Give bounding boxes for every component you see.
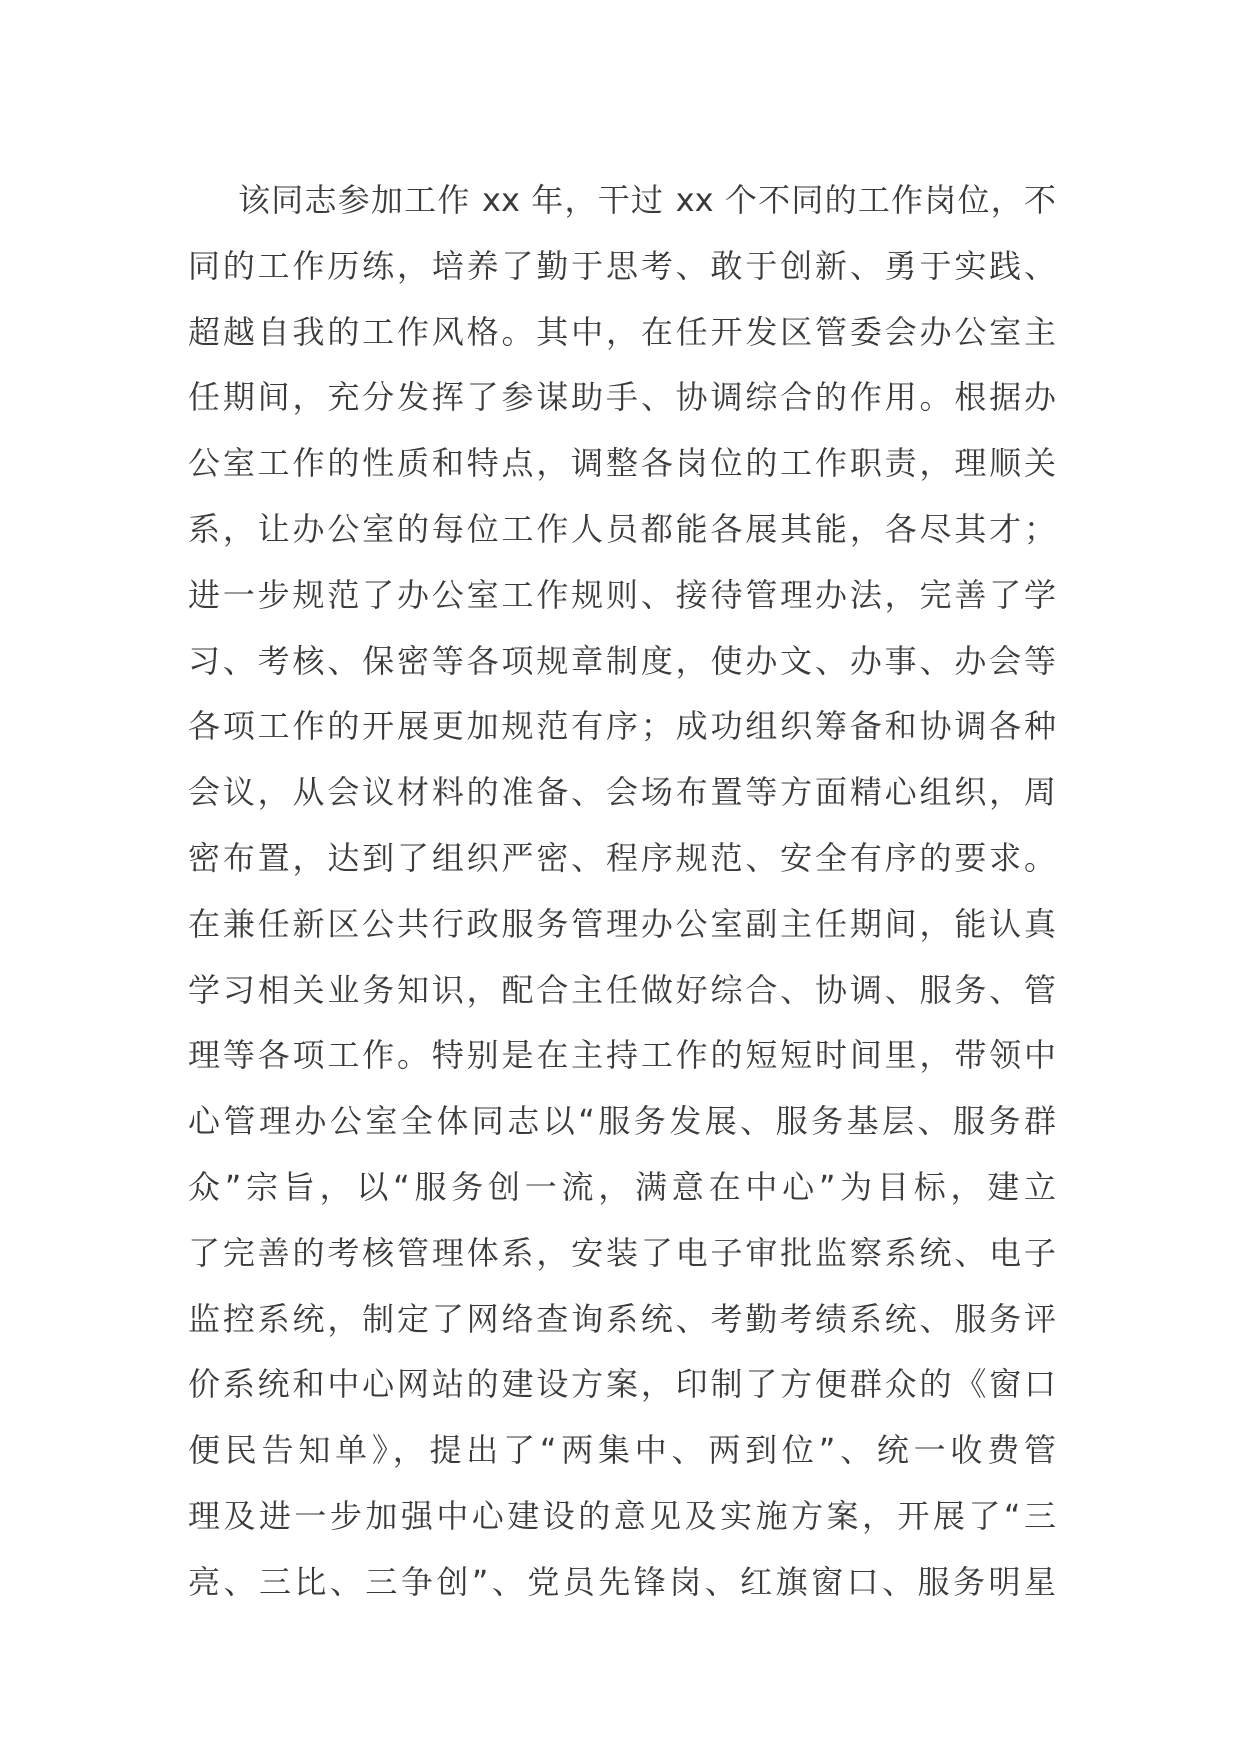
paragraph-line: 会议，从会议材料的准备、会场布置等方面精心组织，周 (188, 773, 1056, 812)
paragraph-line: 习、考核、保密等各项规章制度，使办文、办事、办会等 (188, 641, 1056, 680)
paragraph-line: 便民告知单》，提出了“两集中、两到位”、统一收费管 (188, 1431, 1056, 1470)
paragraph-line: 系，让办公室的每位工作人员都能各展其能，各尽其才； (188, 509, 1056, 548)
paragraph-line: 理等各项工作。特别是在主持工作的短短时间里，带领中 (188, 1036, 1056, 1075)
paragraph-line: 在兼任新区公共行政服务管理办公室副主任期间，能认真 (188, 904, 1056, 943)
paragraph-line: 监控系统，制定了网络查询系统、考勤考绩系统、服务评 (188, 1299, 1056, 1338)
paragraph-line: 各项工作的开展更加规范有序；成功组织筹备和协调各种 (188, 707, 1056, 746)
paragraph-line: 众”宗旨，以“服务创一流，满意在中心”为目标，建立 (188, 1167, 1056, 1206)
paragraph-line: 进一步规范了办公室工作规则、接待管理办法，完善了学 (188, 575, 1056, 614)
paragraph-line: 密布置，达到了组织严密、程序规范、安全有序的要求。 (188, 838, 1056, 877)
paragraph-line: 任期间，充分发挥了参谋助手、协调综合的作用。根据办 (188, 378, 1056, 417)
paragraph-line: 了完善的考核管理体系，安装了电子审批监察系统、电子 (188, 1233, 1056, 1272)
paragraph-line: 公室工作的性质和特点，调整各岗位的工作职责，理顺关 (188, 444, 1056, 483)
paragraph-line: 该同志参加工作 xx 年，干过 xx 个不同的工作岗位，不 (238, 181, 1056, 219)
paragraph-line: 价系统和中心网站的建设方案，印制了方便群众的《窗口 (188, 1365, 1056, 1404)
paragraph-line: 学习相关业务知识，配合主任做好综合、协调、服务、管 (188, 970, 1056, 1009)
body-paragraph (188, 168, 1056, 1616)
paragraph-line: 同的工作历练，培养了勤于思考、敢于创新、勇于实践、 (188, 246, 1056, 285)
paragraph-line: 亮、三比、三争创”、党员先锋岗、红旗窗口、服务明星 (188, 1562, 1056, 1601)
paragraph-line: 理及进一步加强中心建设的意见及实施方案，开展了“三 (188, 1496, 1056, 1535)
paragraph-line: 心管理办公室全体同志以“服务发展、服务基层、服务群 (188, 1102, 1056, 1141)
paragraph-line: 超越自我的工作风格。其中，在任开发区管委会办公室主 (188, 312, 1056, 351)
